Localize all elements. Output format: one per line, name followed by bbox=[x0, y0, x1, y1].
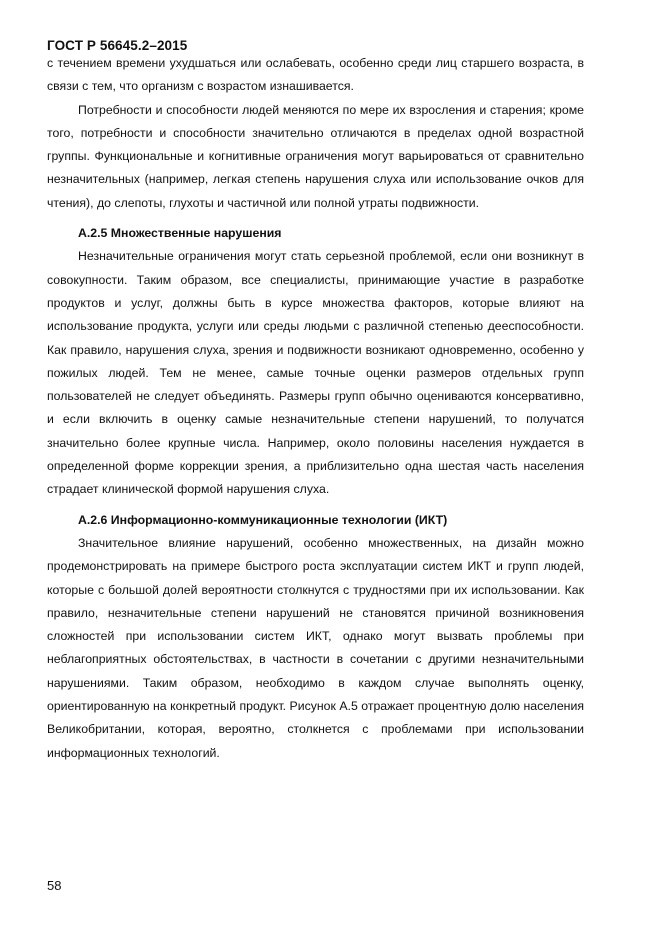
paragraph-ict: Значительное влияние нарушений, особенно множественных, на дизайн можно продемонстрировать на примере быстрого роста эксплуатации систем ИКТ и групп людей, которые с большой долей вероятности столкнутся с трудностями при их использовании. Как правило, незначительные степени нарушений не становятся причиной возникновения сложностей при использовании систем ИКТ, однако могут вызвать проблемы при неблагоприятных обстоятельствах, в частности в сочетании с другими незначительными нарушениями. Таким образом, необходимо в каждом случае выполнять оценку, ориентированную на конкретный продукт. Рисунок А.5 отражает процентную долю населения Великобритании, которая, вероятно, столкнется с проблемами при использовании информационных технологий. bbox=[47, 535, 584, 760]
page-body bbox=[47, 52, 584, 765]
page-number: 58 bbox=[47, 878, 62, 893]
document-code-header: ГОСТ Р 56645.2–2015 bbox=[47, 38, 188, 53]
section-heading-a26: А.2.6 Информационно-коммуникационные технологии (ИКТ) bbox=[78, 512, 448, 527]
section-heading-a25: А.2.5 Множественные нарушения bbox=[78, 226, 282, 241]
paragraph-multiple-impairments: Незначительные ограничения могут стать серьезной проблемой, если они возникнут в совокупности. Таким образом, все специалисты, принимающие участие в разработке продуктов и услуг, должны быть в курсе множества факторов, которые влияют на использование продукта, услуги или среды людьми с различной степенью дееспособности. Как правило, нарушения слуха, зрения и подвижности возникают одновременно, особенно у пожилых людей. Тем не менее, самые точные оценки размеров отдельных групп пользователей не следует объединять. Размеры групп обычно оцениваются консервативно, и если включить в оценку самые незначительные степени нарушений, то получатся значительно более крупные числа. Например, около половины населения нуждается в определенной форме коррекции зрения, а приблизительно одна шестая часть населения страдает клинической формой нарушения слуха. bbox=[47, 249, 584, 497]
paragraph-continuation: с течением времени ухудшаться или ослабевать, особенно среди лиц старшего возраста, в связи с тем, что организм с возрастом изнашивается. bbox=[47, 56, 584, 94]
paragraph-needs-abilities: Потребности и способности людей меняются по мере их взросления и старения; кроме того, потребности и способности значительно отличаются в пределах одной возрастной группы. Функциональные и когнитивные ограничения могут варьироваться от сравнительно незначительных (например, легкая степень нарушения слуха или использование очков для чтения), до слепоты, глухоты и частичной или полной утраты подвижности. bbox=[47, 102, 584, 210]
